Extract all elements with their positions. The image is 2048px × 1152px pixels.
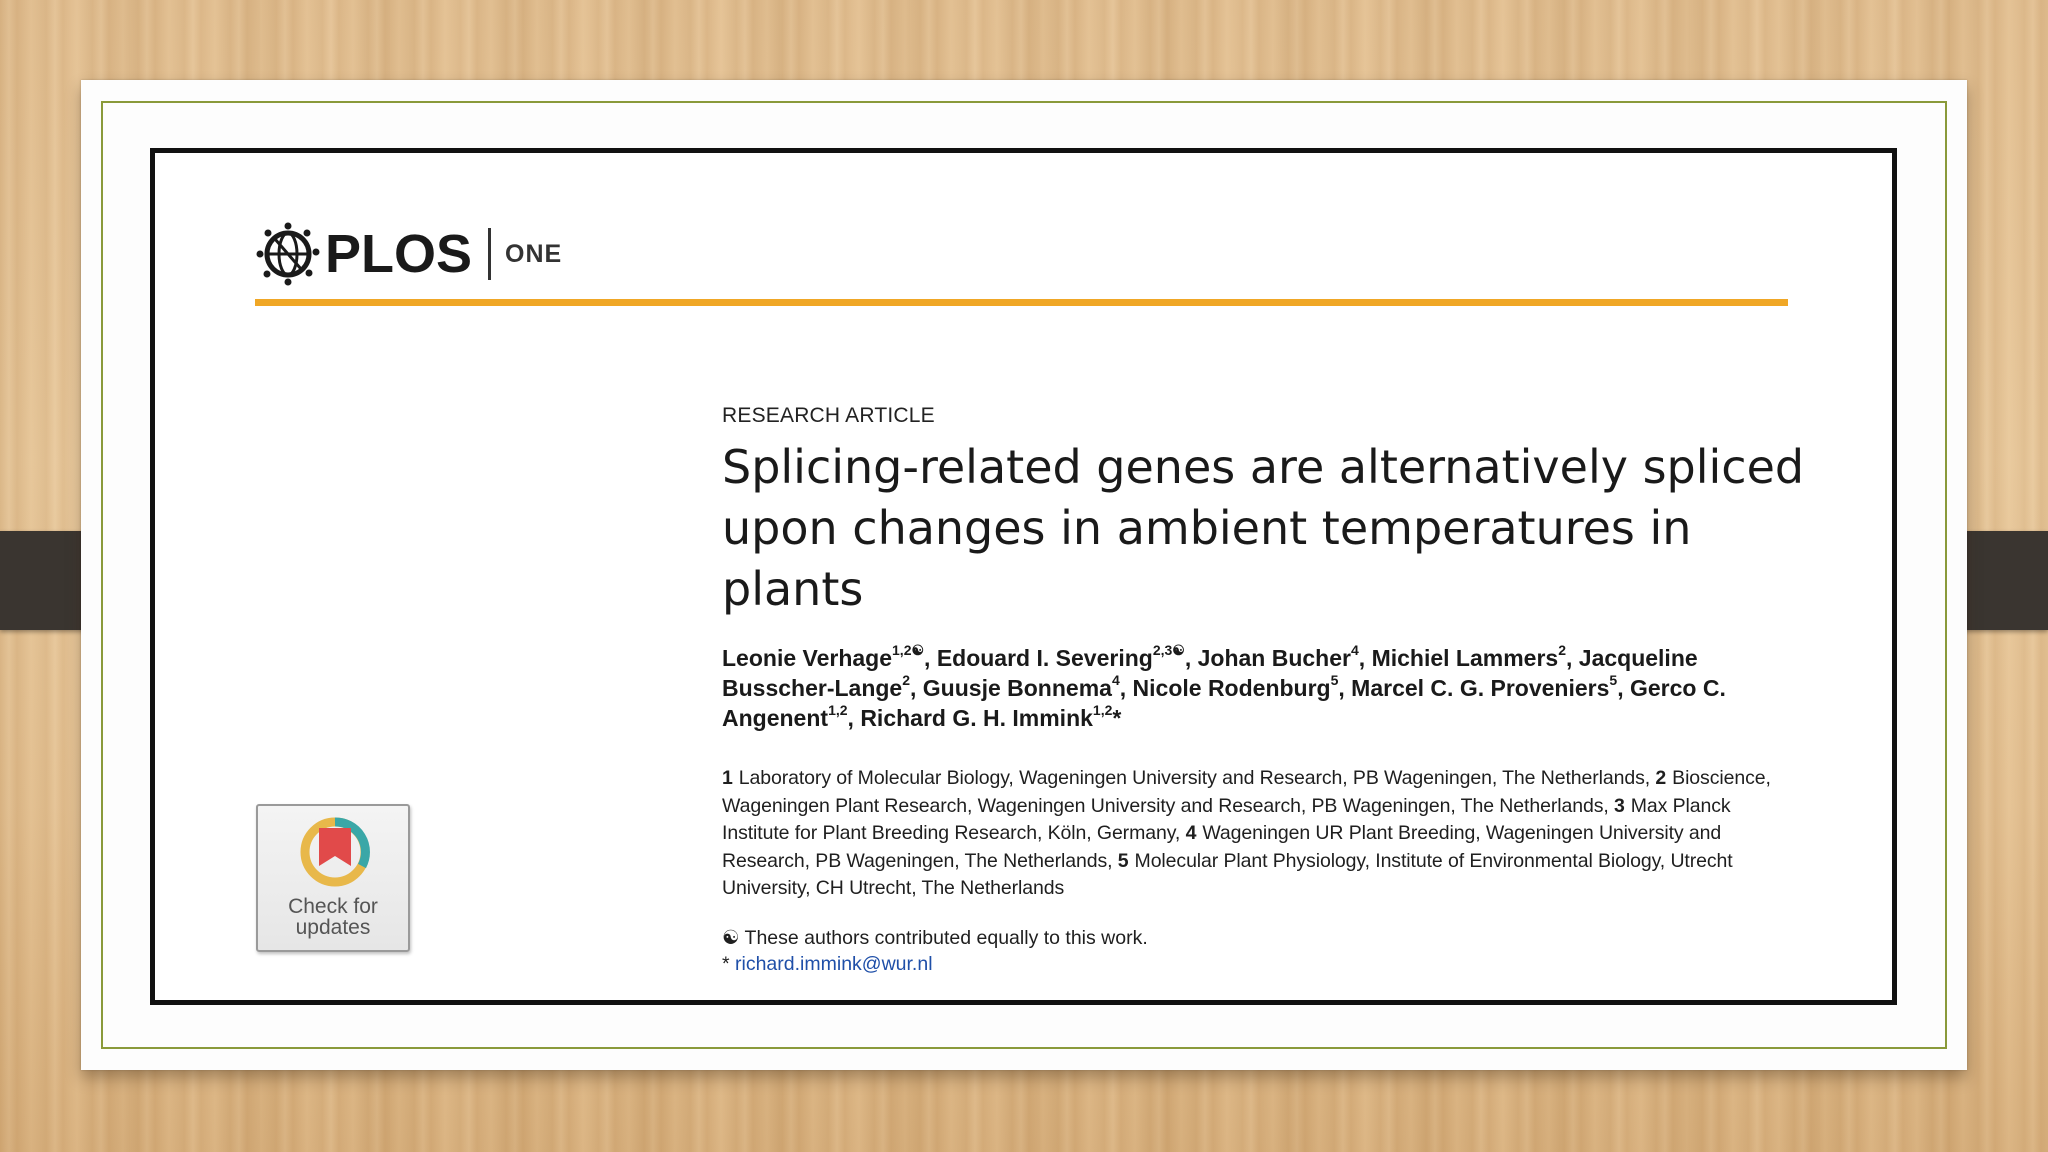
- affiliation-text: Molecular Plant Physiology, Institute of Environmental Biology, Utrecht University, CH Utrecht, The Netherlands: [722, 849, 1733, 899]
- author-name: Edouard I. Severing: [936, 645, 1153, 671]
- author-name: Guusje Bonnema: [922, 675, 1112, 701]
- author: [936, 642, 1198, 671]
- author-affiliation-marker: 2,3☯: [1152, 642, 1185, 659]
- equal-contribution-note: ☯ These authors contributed equally to this work.: [722, 927, 1148, 949]
- author-affiliation-marker: 2: [902, 672, 911, 689]
- author-separator: ,: [1566, 645, 1579, 671]
- badge-label: [258, 896, 408, 938]
- logo-separator: [488, 228, 491, 280]
- author-name: Marcel C. G. Proveniers: [1351, 675, 1610, 701]
- affiliation-text: Wageningen UR Plant Breeding, Wageningen University and Research, PB Wageningen, The Netherlands,: [722, 822, 1722, 872]
- journal-logo: [255, 219, 562, 289]
- affiliation-text: Max Planck Institute for Plant Breeding Research, Köln, Germany,: [722, 794, 1731, 844]
- affiliations: [722, 765, 1792, 903]
- author-name: Leonie Verhage: [722, 645, 893, 671]
- affiliation-number: 2: [1655, 767, 1667, 789]
- plos-globe-icon: [255, 221, 321, 287]
- author-affiliation-marker: 1,2: [1092, 702, 1113, 719]
- affiliation-number: 3: [1614, 794, 1625, 817]
- author-list: [722, 643, 1802, 733]
- affiliation-text: Laboratory of Molecular Biology, Wageningen University and Research, PB Wageningen, The Netherlands,: [738, 767, 1651, 789]
- author-separator: ,: [924, 645, 937, 671]
- check-for-updates-badge[interactable]: [256, 804, 410, 952]
- article-type-label: RESEARCH ARTICLE: [722, 404, 935, 427]
- affiliation-item: [722, 767, 1655, 789]
- author-separator: ,: [1119, 675, 1133, 701]
- affiliation-number: 4: [1185, 822, 1197, 844]
- author-separator: ,: [1184, 645, 1198, 671]
- author: [1351, 672, 1630, 701]
- badge-line-1: Check for: [288, 895, 378, 918]
- bookmark-ring-icon: [292, 814, 378, 894]
- author: [1371, 642, 1579, 671]
- author-affiliation-marker: 4: [1350, 642, 1359, 659]
- badge-line-2: updates: [295, 916, 371, 939]
- author-name: Johan Bucher: [1197, 645, 1351, 671]
- author: [860, 702, 1122, 731]
- author-separator: ,: [1358, 645, 1372, 671]
- corresponding-author: [722, 953, 933, 976]
- author-name: Gerco C. Angenent: [722, 675, 1726, 731]
- paper-screenshot: [150, 148, 1897, 1005]
- author-separator: ,: [1338, 675, 1352, 701]
- article-title: Splicing-related genes are alternatively spliced upon changes in ambient temperatures in plants: [722, 440, 1805, 616]
- header-rule: [255, 299, 1788, 306]
- affiliation-number: 5: [1117, 849, 1129, 872]
- author: [722, 642, 937, 671]
- author-separator: ,: [910, 675, 923, 701]
- author-name: Richard G. H. Immink: [860, 705, 1093, 731]
- journal-name-sub: ONE: [505, 239, 563, 268]
- author-name: Michiel Lammers: [1371, 645, 1559, 671]
- author-affiliation-marker: 1,2☯: [892, 642, 925, 659]
- author: [1197, 642, 1372, 671]
- corresponding-marker: *: [722, 953, 730, 975]
- author-separator: ,: [847, 705, 861, 731]
- author: [1132, 672, 1352, 701]
- affiliation-number: 1: [722, 767, 733, 789]
- author-name: Jacqueline Busscher-Lange: [722, 645, 1698, 701]
- author-separator: *: [1112, 705, 1122, 731]
- author-affiliation-marker: 4: [1111, 672, 1120, 689]
- author-affiliation-marker: 1,2: [828, 702, 848, 719]
- journal-name-main: PLOS: [325, 224, 473, 284]
- author-affiliation-marker: 2: [1558, 642, 1566, 659]
- corresponding-email-link[interactable]: richard.immink@wur.nl: [735, 953, 933, 975]
- author-separator: ,: [1617, 675, 1630, 701]
- affiliation-text: Bioscience, Wageningen Plant Research, Wageningen University and Research, PB Wageningen, The Netherlands,: [722, 767, 1771, 817]
- author-affiliation-marker: 5: [1330, 672, 1339, 689]
- author-affiliation-marker: 5: [1609, 672, 1618, 689]
- author-name: Nicole Rodenburg: [1132, 675, 1331, 701]
- author: [922, 672, 1133, 701]
